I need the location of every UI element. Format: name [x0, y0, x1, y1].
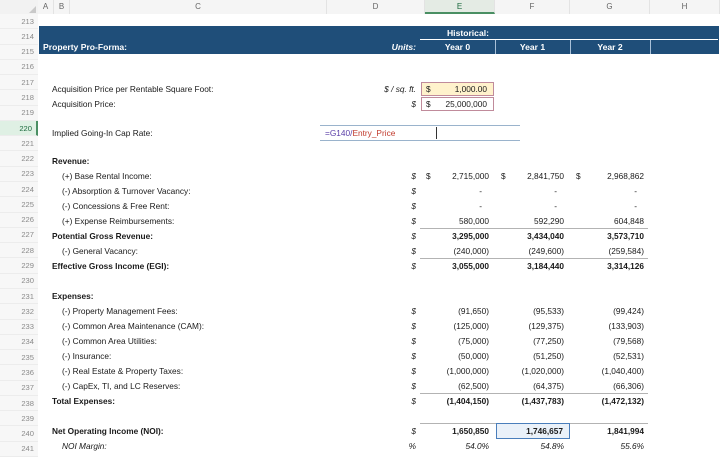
column-header-b[interactable]: B	[54, 0, 70, 14]
total-expenses-year1: (1,437,783)	[521, 396, 564, 406]
column-header-d[interactable]: D	[327, 0, 425, 14]
row-header-230[interactable]: 230	[0, 274, 38, 289]
expense-line-units: $	[411, 381, 416, 391]
expense-line-year0: (50,000)	[458, 351, 489, 361]
expense-line-units: $	[411, 321, 416, 331]
revenue-line-year1: 2,841,750	[527, 171, 564, 181]
general-vacancy-label: (-) General Vacancy:	[62, 246, 138, 256]
noi-margin-year1: 54.8%	[540, 441, 564, 451]
column-header-f[interactable]: F	[495, 0, 570, 14]
revenue-line-label: (+) Base Rental Income:	[62, 171, 152, 181]
revenue-line-label: (+) Expense Reimbursements:	[62, 216, 175, 226]
total-expenses-year0: (1,404,150)	[446, 396, 489, 406]
acq-price-psf-label: Acquisition Price per Rentable Square Foot:	[52, 84, 214, 94]
general-vacancy-year1: (249,600)	[528, 246, 564, 256]
revenue-line-units: $	[411, 186, 416, 196]
revenue-line-year2: -	[634, 201, 637, 211]
revenue-line-year0: 580,000	[459, 216, 489, 226]
noi-margin-year2: 55.6%	[620, 441, 644, 451]
acq-price-psf-units: $ / sq. ft.	[384, 84, 416, 94]
cap-rate-formula-text	[325, 125, 395, 141]
select-all-corner[interactable]	[0, 0, 38, 14]
row-header-216[interactable]: 216	[0, 60, 38, 75]
acq-price-value: 25,000,000	[445, 99, 487, 109]
acq-price-label: Acquisition Price:	[52, 99, 116, 109]
expense-line-year1: (51,250)	[533, 351, 564, 361]
revenue-line-units: $	[411, 201, 416, 211]
revenue-section-label: Revenue:	[52, 156, 90, 166]
expense-line-year2: (133,903)	[608, 321, 644, 331]
expense-line-year1: (77,250)	[533, 336, 564, 346]
row-header-213[interactable]: 213	[0, 14, 38, 29]
egi-units: $	[411, 261, 416, 271]
units-column-label: Units:	[391, 42, 416, 52]
row-header-214[interactable]: 214	[0, 29, 38, 44]
noi-year2: 1,841,994	[607, 426, 644, 436]
revenue-line-year1: -	[554, 201, 557, 211]
expense-line-year2: (1,040,400)	[601, 366, 644, 376]
column-header-a[interactable]: A	[38, 0, 54, 14]
expense-line-year0: (62,500)	[458, 381, 489, 391]
row-header-236[interactable]: 236	[0, 365, 38, 380]
row-header-229[interactable]: 229	[0, 258, 38, 273]
column-header-c[interactable]: C	[70, 0, 327, 14]
row-header-241[interactable]: 241	[0, 442, 38, 457]
revenue-line-year1: 592,290	[534, 216, 564, 226]
expense-line-label: (-) Insurance:	[62, 351, 112, 361]
expense-line-units: $	[411, 336, 416, 346]
noi-year0: 1,650,850	[452, 426, 489, 436]
revenue-line-year2: 2,968,862	[607, 171, 644, 181]
expense-line-label: (-) Property Management Fees:	[62, 306, 178, 316]
expenses-section-label: Expenses:	[52, 291, 94, 301]
acq-price-psf-currency: $	[426, 84, 431, 94]
noi-margin-year0: 54.0%	[465, 441, 489, 451]
total-expenses-label: Total Expenses:	[52, 396, 116, 406]
expense-line-year1: (129,375)	[528, 321, 564, 331]
expense-line-units: $	[411, 351, 416, 361]
row-header-233[interactable]: 233	[0, 320, 38, 335]
revenue-line-units: $	[411, 171, 416, 181]
expense-line-units: $	[411, 366, 416, 376]
revenue-line-dollar-y0: $	[426, 171, 431, 181]
noi-units: $	[411, 426, 416, 436]
egi-year0: 3,055,000	[452, 261, 489, 271]
noi-margin-label: NOI Margin:	[62, 441, 107, 451]
revenue-line-label: (-) Concessions & Free Rent:	[62, 201, 170, 211]
general-vacancy-year0: (240,000)	[453, 246, 489, 256]
egi-label: Effective Gross Income (EGI):	[52, 261, 170, 271]
expense-line-year0: (75,000)	[458, 336, 489, 346]
row-header-218[interactable]: 218	[0, 90, 38, 105]
potential-gross-revenue-year1: 3,434,040	[527, 231, 564, 241]
revenue-line-year1: -	[554, 186, 557, 196]
column-header-e[interactable]: E	[425, 0, 495, 14]
row-header-215[interactable]: 215	[0, 45, 38, 60]
row-header-223[interactable]: 223	[0, 167, 38, 182]
acq-price-units: $	[411, 99, 416, 109]
row-header-231[interactable]: 231	[0, 289, 38, 304]
expense-line-year2: (99,424)	[613, 306, 644, 316]
noi-label: Net Operating Income (NOI):	[52, 426, 164, 436]
row-header-221[interactable]: 221	[0, 136, 38, 151]
row-header-238[interactable]: 238	[0, 396, 38, 411]
year2-header: Year 2	[597, 42, 623, 52]
cap-rate-label: Implied Going-In Cap Rate:	[52, 128, 153, 138]
row-header-232[interactable]: 232	[0, 304, 38, 319]
row-header-220[interactable]: 220	[0, 121, 38, 136]
corner-triangle-icon	[29, 6, 36, 13]
potential-gross-revenue-year2: 3,573,710	[607, 231, 644, 241]
revenue-line-year0: -	[479, 186, 482, 196]
row-header-219[interactable]: 219	[0, 106, 38, 121]
row-header-237[interactable]: 237	[0, 381, 38, 396]
revenue-line-year2: 604,848	[614, 216, 644, 226]
formula-cell-ref: =G140/	[325, 128, 353, 138]
expense-line-year0: (91,650)	[458, 306, 489, 316]
formula-named-range: Entry_Price	[352, 128, 396, 138]
row-header-225[interactable]: 225	[0, 197, 38, 212]
general-vacancy-year2: (259,584)	[608, 246, 644, 256]
expense-line-label: (-) Real Estate & Property Taxes:	[62, 366, 184, 376]
expense-line-year1: (1,020,000)	[521, 366, 564, 376]
year1-header: Year 1	[519, 42, 546, 52]
total-expenses-year2: (1,472,132)	[601, 396, 644, 406]
grid-body	[38, 14, 720, 457]
page-title: Property Pro-Forma:	[43, 42, 128, 52]
noi-year1: 1,746,657	[526, 426, 563, 436]
revenue-line-year2: -	[634, 186, 637, 196]
acq-price-psf-value: 1,000.00	[454, 84, 487, 94]
expense-line-year0: (125,000)	[453, 321, 489, 331]
row-header-227[interactable]: 227	[0, 228, 38, 243]
expense-line-label: (-) Common Area Utilities:	[62, 336, 157, 346]
egi-year2: 3,314,126	[607, 261, 644, 271]
expense-line-label: (-) Common Area Maintenance (CAM):	[62, 321, 205, 331]
revenue-line-year0: 2,715,000	[452, 171, 489, 181]
banner-vsep-h	[650, 40, 651, 54]
column-header-h[interactable]: H	[650, 0, 720, 14]
formula-caret	[436, 127, 437, 139]
expense-line-year2: (66,306)	[613, 381, 644, 391]
row-header-226[interactable]: 226	[0, 213, 38, 228]
row-header-240[interactable]: 240	[0, 426, 38, 441]
revenue-line-dollar-y1: $	[501, 171, 506, 181]
revenue-line-label: (-) Absorption & Turnover Vacancy:	[62, 186, 191, 196]
acq-price-currency: $	[426, 99, 431, 109]
row-header-234[interactable]: 234	[0, 335, 38, 350]
expense-line-year2: (79,568)	[613, 336, 644, 346]
row-header-235[interactable]: 235	[0, 350, 38, 365]
revenue-line-year0: -	[479, 201, 482, 211]
total-expenses-units: $	[411, 396, 416, 406]
potential-gross-revenue-year0: 3,295,000	[452, 231, 489, 241]
row-header-222[interactable]: 222	[0, 151, 38, 166]
general-vacancy-units: $	[411, 246, 416, 256]
historical-label: Historical:	[446, 27, 489, 38]
row-header-217[interactable]: 217	[0, 75, 38, 90]
row-header-228[interactable]: 228	[0, 243, 38, 258]
potential-gross-revenue-label: Potential Gross Revenue:	[52, 231, 153, 241]
expense-line-year2: (52,531)	[613, 351, 644, 361]
expense-line-year1: (95,533)	[533, 306, 564, 316]
expense-line-year1: (64,375)	[533, 381, 564, 391]
potential-gross-revenue-units: $	[411, 231, 416, 241]
row-header-224[interactable]: 224	[0, 182, 38, 197]
expense-line-label: (-) CapEx, TI, and LC Reserves:	[62, 381, 181, 391]
column-header-g[interactable]: G	[570, 0, 650, 14]
revenue-line-dollar-y2: $	[576, 171, 581, 181]
noi-margin-units: %	[408, 441, 416, 451]
expense-line-units: $	[411, 306, 416, 316]
year0-header: Year 0	[444, 42, 471, 52]
expense-line-year0: (1,000,000)	[446, 366, 489, 376]
revenue-line-units: $	[411, 216, 416, 226]
egi-year1: 3,184,440	[527, 261, 564, 271]
row-header-239[interactable]: 239	[0, 411, 38, 426]
